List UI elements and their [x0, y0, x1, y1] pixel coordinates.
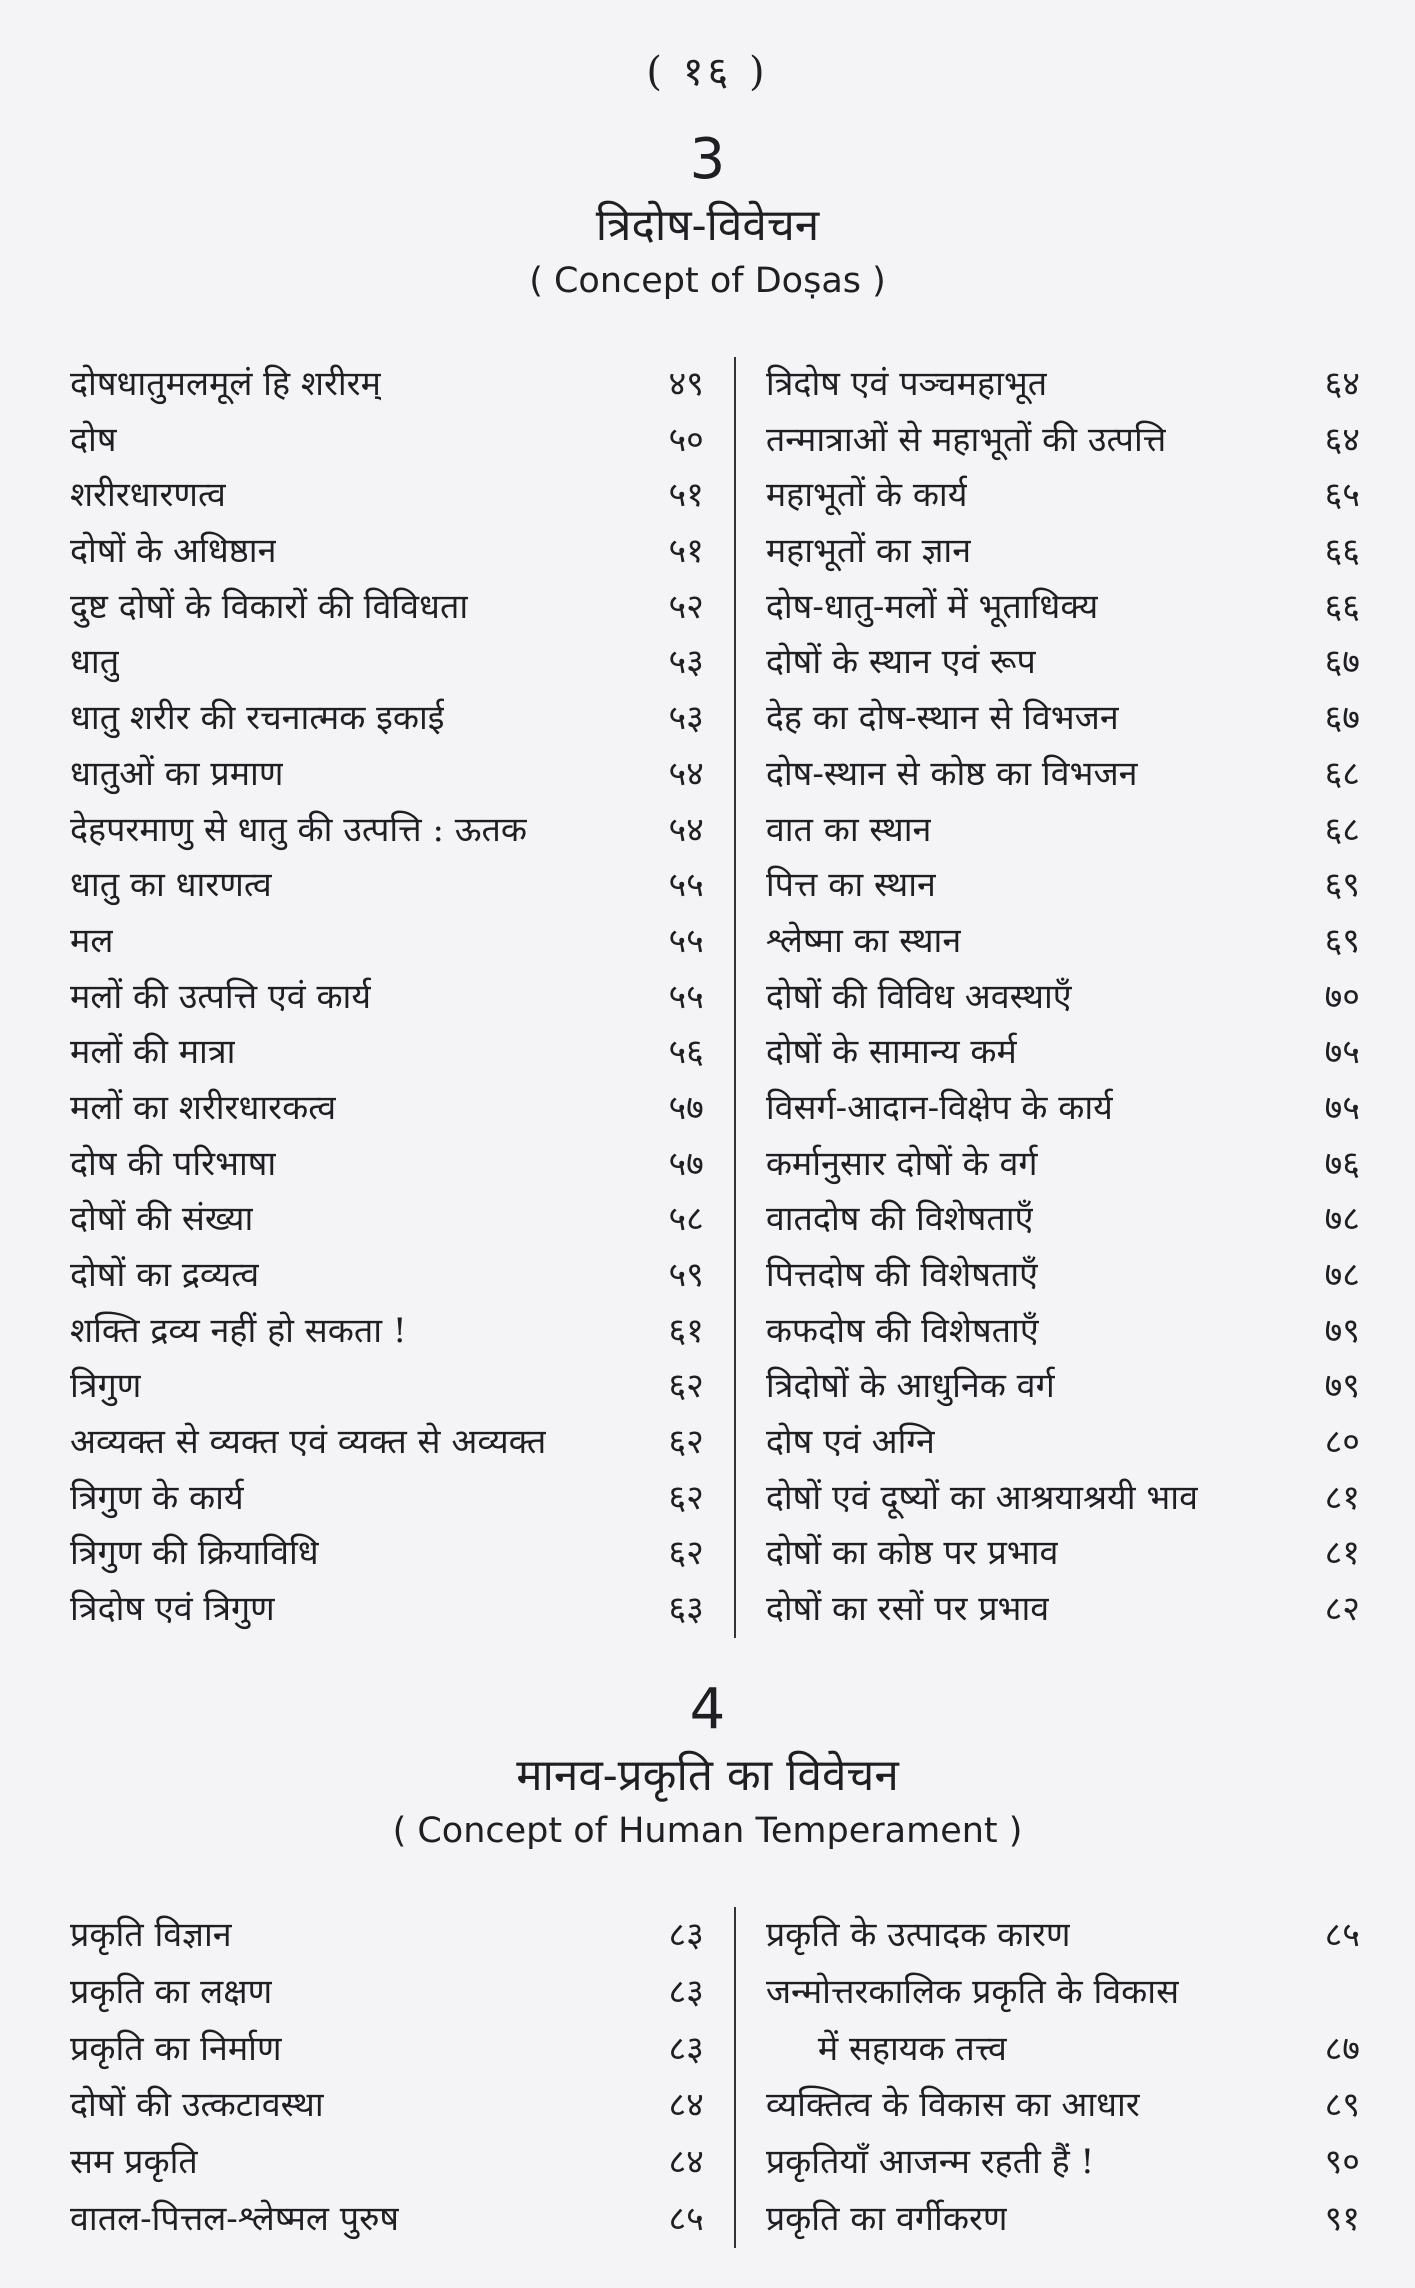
chapter-subtitle: ( Concept of Doṣas ): [529, 261, 886, 301]
toc-entry-title: सम प्रकृति: [70, 2142, 198, 2183]
toc-entry-title: दोषों की विविध अवस्थाएँ: [765, 976, 1072, 1017]
toc-entry-title: दोषों के अधिष्ठान: [70, 531, 277, 572]
toc-entry-title: पित्त का स्थान: [765, 865, 936, 906]
toc-entry-title: दोषों का द्रव्यत्व: [70, 1255, 260, 1295]
toc-entry: [766, 1582, 1360, 1638]
toc-entry-title: धातु: [70, 642, 120, 683]
toc-entry-title: शरीरधारणत्व: [70, 475, 226, 516]
toc-entry-title: दोषों के स्थान एवं रूप: [765, 642, 1036, 683]
toc-entry: [766, 635, 1360, 691]
toc-entry-title: विसर्ग-आदान-विक्षेप के कार्य: [765, 1087, 1113, 1128]
toc-entry-title: दोष-धातु-मलों में भूताधिक्य: [765, 586, 1099, 627]
toc-entry-page: ६२: [668, 1366, 704, 1407]
toc-entry: [766, 468, 1360, 524]
chapter-3-contents: [70, 357, 1360, 1638]
toc-entry-page: ६७: [1324, 698, 1360, 739]
toc-entry: [766, 2191, 1360, 2248]
toc-entry: [766, 1025, 1360, 1081]
toc-entry-title: दोषों का रसों पर प्रभाव: [765, 1589, 1050, 1630]
toc-entry-page: ५३: [668, 642, 704, 683]
toc-entry-page: ८५: [1324, 1915, 1360, 1955]
toc-entry-title: मलों की मात्रा: [70, 1032, 236, 1073]
toc-entry-page: ६८: [1324, 809, 1360, 850]
toc-entry-page: ४९: [668, 364, 704, 404]
toc-entry: [70, 747, 704, 803]
chapter-4-contents: [70, 1907, 1360, 2248]
toc-entry: [70, 1192, 704, 1248]
toc-entry-title: वात का स्थान: [765, 809, 932, 850]
toc-entry-title: दुष्ट दोषों के विकारों की विविधता: [70, 586, 469, 627]
toc-entry-title: देहपरमाणु से धातु की उत्पत्ति : ऊतक: [70, 809, 527, 850]
toc-entry-page: ६८: [1324, 753, 1360, 794]
toc-entry: [766, 1415, 1360, 1471]
toc-entry-page: ८१: [1324, 1477, 1360, 1518]
toc-entry-title: त्रिदोष एवं पञ्चमहाभूत: [765, 364, 1048, 404]
toc-entry-page: ७८: [1324, 1255, 1360, 1295]
toc-entry-title: त्रिगुण: [70, 1366, 142, 1407]
toc-entry: [766, 1137, 1360, 1193]
toc-entry-title: देह का दोष-स्थान से विभजन: [765, 698, 1119, 739]
toc-entry-page: ६९: [1324, 865, 1360, 906]
toc-entry: [70, 2077, 704, 2134]
toc-right-column: [736, 357, 1360, 1638]
page-number: ( १६ ): [646, 49, 769, 95]
toc-entry-page: ८३: [668, 2028, 704, 2069]
toc-entry-title: कर्मानुसार दोषों के वर्ग: [765, 1143, 1038, 1184]
toc-entry-page: ६३: [668, 1589, 704, 1630]
toc-entry-page: ५४: [668, 753, 704, 794]
toc-entry-title: व्यक्तित्व के विकास का आधार: [765, 2085, 1140, 2126]
toc-entry-title: मलों की उत्पत्ति एवं कार्य: [70, 976, 372, 1017]
toc-entry: [70, 1415, 704, 1471]
toc-entry: [766, 747, 1360, 803]
chapter-number: 3: [689, 127, 726, 192]
toc-entry-page: ५५: [668, 865, 704, 906]
toc-entry: [70, 2134, 704, 2191]
toc-entry-page: ६१: [668, 1310, 704, 1351]
chapter-3-heading: [0, 127, 1415, 304]
toc-entry-page: ९१: [1324, 2198, 1360, 2239]
toc-entry-page: ८३: [668, 1915, 704, 1955]
toc-entry-title: प्रकृति का निर्माण: [70, 2028, 282, 2069]
toc-entry-page: ८९: [1324, 2085, 1360, 2126]
toc-entry: [70, 468, 704, 524]
toc-entry-page: ६२: [668, 1477, 704, 1518]
toc-entry: [70, 970, 704, 1026]
toc-entry-title: प्रकृति का लक्षण: [70, 1971, 273, 2012]
toc-entry-page: ८३: [668, 1971, 704, 2012]
toc-entry-page: ६६: [1324, 586, 1360, 627]
toc-entry-title: प्रकृति विज्ञान: [70, 1915, 232, 1955]
toc-entry-title: पित्तदोष की विशेषताएँ: [765, 1255, 1038, 1295]
toc-entry-title: जन्मोत्तरकालिक प्रकृति के विकास: [765, 1971, 1180, 2012]
chapter-title: त्रिदोष-विवेचन: [595, 200, 820, 251]
toc-entry-title: मल: [70, 920, 114, 961]
toc-entry: [766, 2021, 1360, 2078]
chapter-subtitle: ( Concept of Human Temperament ): [392, 1811, 1023, 1851]
toc-entry: [70, 2191, 704, 2248]
toc-entry-page: ८७: [1324, 2028, 1360, 2069]
toc-entry-title: प्रकृति का वर्गीकरण: [765, 2198, 1008, 2239]
chapter-4-heading: [0, 1677, 1415, 1854]
toc-entry-page: ७९: [1324, 1366, 1360, 1407]
toc-entry: [70, 357, 704, 413]
toc-entry-page: ९०: [1324, 2142, 1360, 2183]
toc-entry: [766, 1471, 1360, 1527]
toc-entry-page: ७९: [1324, 1310, 1360, 1351]
toc-entry: [766, 691, 1360, 747]
toc-entry-page: ६२: [668, 1422, 704, 1463]
toc-entry-title: दोष-स्थान से कोष्ठ का विभजन: [765, 753, 1138, 794]
toc-entry: [70, 1081, 704, 1137]
toc-entry-page: ८१: [1324, 1533, 1360, 1574]
toc-entry-title: महाभूतों का ज्ञान: [765, 531, 972, 572]
toc-entry-page: ७५: [1324, 1032, 1360, 1073]
toc-entry: [70, 1248, 704, 1304]
chapter-title: मानव-प्रकृति का विवेचन: [516, 1750, 899, 1801]
toc-entry: [766, 1192, 1360, 1248]
toc-entry-page: ८४: [668, 2085, 704, 2126]
toc-entry: [70, 1471, 704, 1527]
toc-entry: [70, 914, 704, 970]
toc-entry: [70, 803, 704, 859]
toc-entry-page: ५१: [668, 475, 704, 516]
toc-entry: [766, 1526, 1360, 1582]
toc-entry-page: ७५: [1324, 1087, 1360, 1128]
toc-entry-title: शक्ति द्रव्य नहीं हो सकता !: [70, 1310, 407, 1351]
toc-entry: [766, 1907, 1360, 1964]
toc-entry-page: ७६: [1324, 1143, 1360, 1184]
toc-entry-page: ५५: [668, 976, 704, 1017]
toc-entry-title: दोष: [70, 419, 117, 460]
toc-entry: [766, 413, 1360, 469]
toc-entry: [70, 1526, 704, 1582]
toc-right-column: [736, 1907, 1360, 2248]
toc-left-column: [70, 357, 736, 1638]
chapter-number: 4: [689, 1677, 726, 1742]
toc-entry-page: ८२: [1324, 1589, 1360, 1630]
toc-entry: [70, 858, 704, 914]
toc-entry-page: ५९: [668, 1255, 704, 1295]
toc-entry: [766, 580, 1360, 636]
toc-entry-page: ८४: [668, 2142, 704, 2183]
toc-entry-page: ६४: [1324, 364, 1360, 404]
toc-entry: [766, 2134, 1360, 2191]
toc-entry: [766, 357, 1360, 413]
toc-entry-page: ६७: [1324, 642, 1360, 683]
toc-entry: [70, 2021, 704, 2078]
toc-entry: [766, 858, 1360, 914]
toc-entry-title: प्रकृतियाँ आजन्म रहती हैं !: [765, 2142, 1095, 2183]
toc-entry-title: वातल-पित्तल-श्लेष्मल पुरुष: [70, 2198, 400, 2239]
toc-entry-title: दोषों का कोष्ठ पर प्रभाव: [765, 1533, 1059, 1574]
toc-entry: [766, 2077, 1360, 2134]
toc-entry-title: धातु शरीर की रचनात्मक इकाई: [70, 698, 445, 739]
toc-entry-page: ५३: [668, 698, 704, 739]
toc-entry-title: दोषों की संख्या: [70, 1199, 254, 1240]
toc-entry-title: दोष एवं अग्नि: [765, 1422, 935, 1463]
toc-entry-page: ५१: [668, 531, 704, 572]
toc-entry-page: ८०: [1324, 1422, 1360, 1463]
toc-entry-title: कफदोष की विशेषताएँ: [765, 1310, 1039, 1351]
toc-entry: [766, 1359, 1360, 1415]
toc-entry: [766, 1081, 1360, 1137]
toc-entry-title: दोषों के सामान्य कर्म: [765, 1032, 1017, 1073]
toc-entry-title: प्रकृति के उत्पादक कारण: [765, 1915, 1071, 1955]
toc-entry-title: धातुओं का प्रमाण: [70, 753, 284, 794]
toc-entry-title: महाभूतों के कार्य: [765, 475, 968, 516]
toc-entry-page: ५४: [668, 809, 704, 850]
toc-entry: [766, 524, 1360, 580]
toc-entry-page: ५७: [668, 1087, 704, 1128]
toc-entry-title: त्रिगुण की क्रियाविधि: [70, 1533, 319, 1574]
toc-entry-title: दोषों एवं दूष्यों का आश्रयाश्रयी भाव: [765, 1477, 1198, 1518]
toc-entry-title: अव्यक्त से व्यक्त एवं व्यक्त से अव्यक्त: [70, 1422, 547, 1463]
toc-entry: [766, 1304, 1360, 1360]
toc-entry-title: तन्मात्राओं से महाभूतों की उत्पत्ति: [765, 419, 1167, 460]
toc-entry-page: ८५: [668, 2198, 704, 2239]
toc-entry: [766, 1964, 1360, 2021]
toc-entry-title: वातदोष की विशेषताएँ: [765, 1199, 1034, 1240]
toc-entry: [70, 580, 704, 636]
toc-entry-title: श्लेष्मा का स्थान: [765, 920, 962, 961]
toc-entry: [766, 803, 1360, 859]
toc-entry-page: ५६: [668, 1032, 704, 1073]
toc-entry-page: ५२: [668, 586, 704, 627]
toc-entry: [70, 1907, 704, 1964]
toc-entry: [70, 1025, 704, 1081]
toc-entry: [70, 524, 704, 580]
toc-entry-page: ६९: [1324, 920, 1360, 961]
toc-entry: [70, 691, 704, 747]
toc-left-column: [70, 1907, 736, 2248]
toc-entry-page: ६६: [1324, 531, 1360, 572]
toc-entry-page: ७०: [1324, 976, 1360, 1017]
toc-entry-page: ७८: [1324, 1199, 1360, 1240]
toc-entry: [70, 1137, 704, 1193]
toc-entry-title: धातु का धारणत्व: [70, 865, 272, 906]
toc-entry-page: ६५: [1324, 475, 1360, 516]
toc-entry-title: त्रिदोष एवं त्रिगुण: [70, 1589, 275, 1630]
toc-entry-page: ५७: [668, 1143, 704, 1184]
toc-entry-page: ५५: [668, 920, 704, 961]
toc-entry-title: में सहायक तत्त्व: [817, 2028, 1007, 2069]
toc-entry-title: त्रिगुण के कार्य: [70, 1477, 244, 1518]
toc-entry-title: त्रिदोषों के आधुनिक वर्ग: [765, 1366, 1055, 1407]
toc-entry: [70, 1359, 704, 1415]
toc-entry: [70, 1304, 704, 1360]
toc-entry-page: ६२: [668, 1533, 704, 1574]
toc-entry: [70, 1964, 704, 2021]
toc-entry-title: मलों का शरीरधारकत्व: [70, 1087, 337, 1128]
toc-entry-page: ६४: [1324, 419, 1360, 460]
toc-entry-title: दोष की परिभाषा: [70, 1143, 277, 1184]
toc-entry: [70, 635, 704, 691]
toc-entry: [766, 914, 1360, 970]
toc-entry: [70, 413, 704, 469]
toc-entry-page: ५०: [668, 419, 704, 460]
toc-entry: [70, 1582, 704, 1638]
toc-entry-page: ५८: [668, 1199, 704, 1240]
toc-entry: [766, 1248, 1360, 1304]
toc-entry-title: दोषधातुमलमूलं हि शरीरम्: [70, 364, 381, 404]
toc-entry: [766, 970, 1360, 1026]
toc-entry-title: दोषों की उत्कटावस्था: [70, 2085, 324, 2126]
